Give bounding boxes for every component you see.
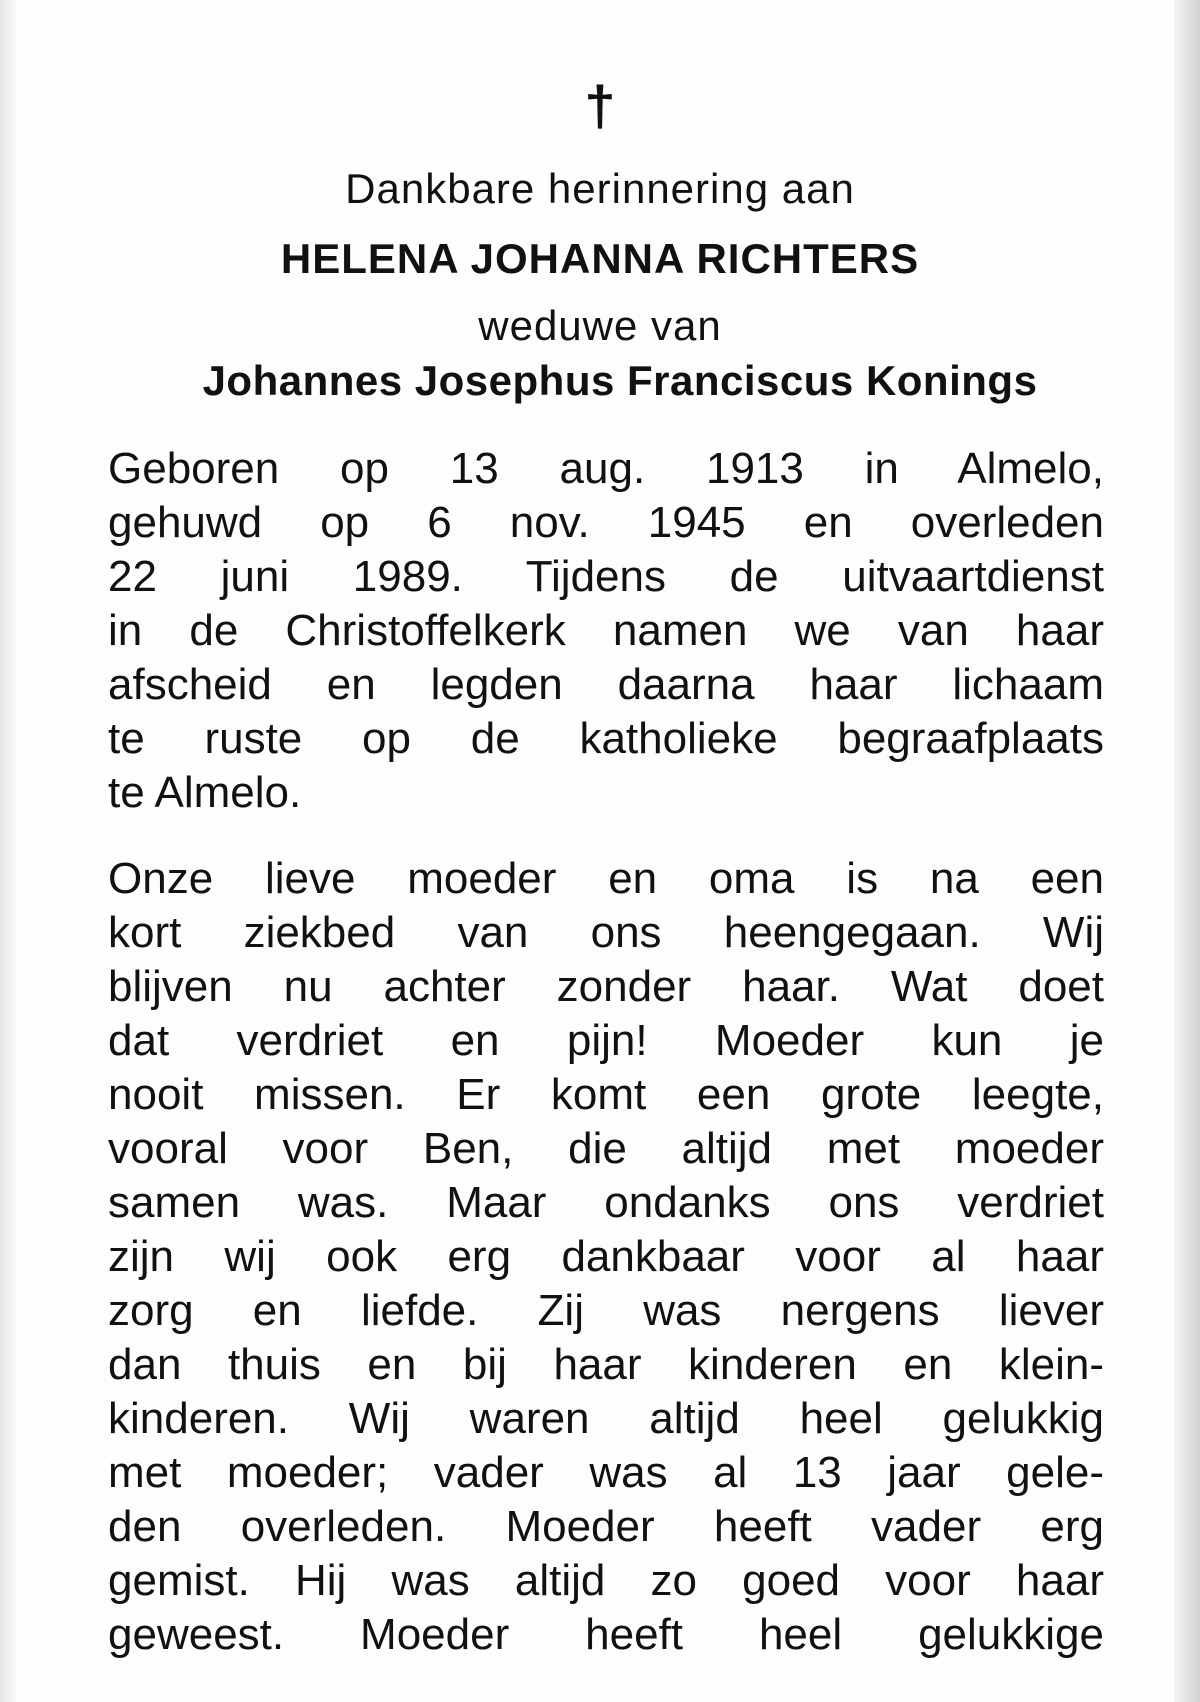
paragraph-line: 22 juni 1989. Tijdens de uitvaartdienst [108,552,1104,601]
paragraph-line: nooit missen. Er komt een grote leegte, [108,1070,1104,1119]
relation-text: weduwe van [478,302,722,349]
paragraph-line: met moeder; vader was al 13 jaar gele- [108,1448,1104,1497]
paragraph-line: dat verdriet en pijn! Moeder kun je [108,1016,1104,1065]
paragraph-line: samen was. Maar ondanks ons verdriet [108,1178,1104,1227]
paragraph-line: te Almelo. [108,768,302,817]
paragraph-line: zijn wij ook erg dankbaar voor al haar [108,1232,1104,1281]
paragraph-line: geweest. Moeder heeft heel gelukkige [108,1610,1104,1659]
paragraph-line: zorg en liefde. Zij was nergens liever [108,1286,1104,1335]
biography-paragraph [108,442,1104,820]
paragraph-line: gemist. Hij was altijd zo goed voor haar [108,1556,1104,1605]
paragraph-line: dan thuis en bij haar kinderen en klein- [108,1340,1104,1389]
paragraph-line: den overleden. Moeder heeft vader erg [108,1502,1104,1551]
paragraph-line: Geboren op 13 aug. 1913 in Almelo, [108,444,1104,493]
paragraph-line: gehuwd op 6 nov. 1945 en overleden [108,498,1104,547]
paragraph-line: in de Christoffelkerk namen we van haar [108,606,1104,655]
spouse-name: Johannes Josephus Franciscus Konings [202,357,1038,404]
paragraph-line: vooral voor Ben, die altijd met moeder [108,1124,1104,1173]
intro-text: Dankbare herinnering aan [345,165,855,212]
deceased-name: HELENA JOHANNA RICHTERS [280,235,920,282]
paragraph-line: kinderen. Wij waren altijd heel gelukkig [108,1394,1104,1443]
paragraph-line: afscheid en legden daarna haar lichaam [108,660,1104,709]
cross-icon: † [584,74,616,137]
remembrance-paragraph [108,852,1104,1662]
paragraph-line: kort ziekbed van ons heengegaan. Wij [108,908,1104,957]
paragraph-line: te ruste op de katholieke begraafplaats [108,714,1104,763]
paragraph-line: blijven nu achter zonder haar. Wat doet [108,962,1104,1011]
paragraph-line: Onze lieve moeder en oma is na een [108,854,1104,903]
